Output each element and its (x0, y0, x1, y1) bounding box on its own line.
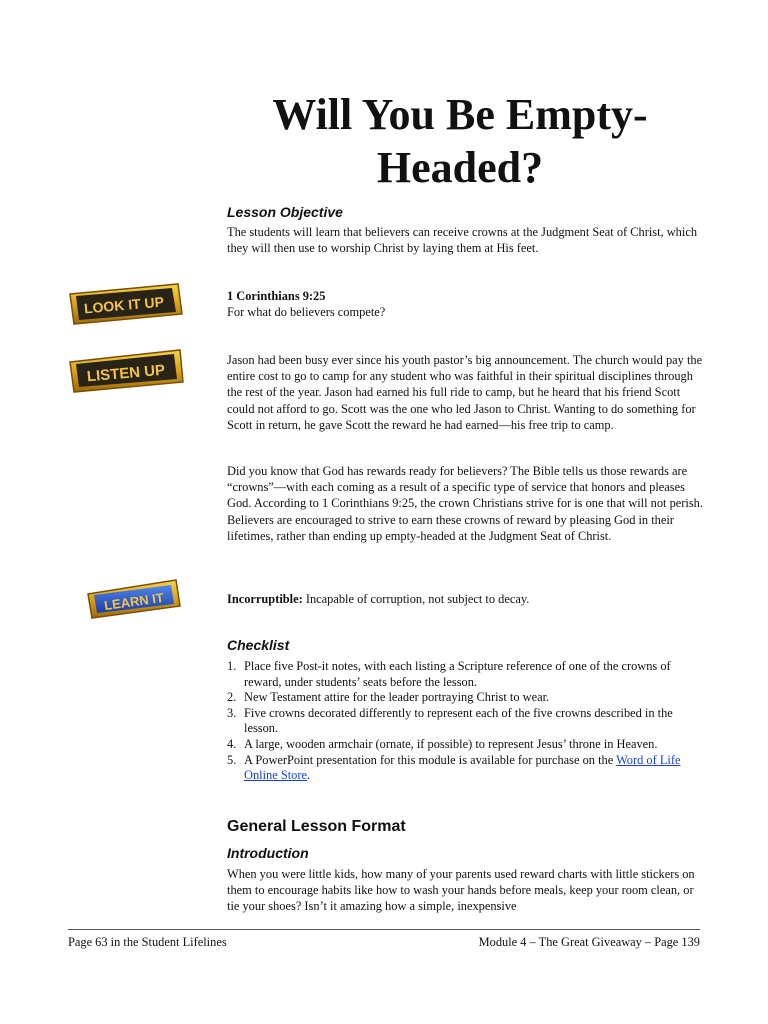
checklist-item-number: 5. (227, 752, 237, 767)
checklist-item (227, 706, 707, 737)
learn-term: Incorruptible: (227, 592, 303, 606)
introduction-heading: Introduction (227, 845, 309, 861)
checklist-item (227, 737, 707, 753)
lesson-objective-text: The students will learn that believers can receive crowns at the Judgment Seat of Christ, which they will then use to worship Christ by laying them at His feet. (227, 225, 698, 256)
checklist-item-text-end: . (306, 768, 311, 783)
listen-paragraph-1: Jason had been busy ever since his youth pastor’s big announcement. The church would pay the entire cost to go to camp for any student who was faithful in their spiritual disciplines through the rest of the year. Jason had earned his full ride to camp, but he heard that his friend Scott could not afford to go. Scott was the one who led Jason to Christ. Wanting to do something for Scott in return, he gave Scott the reward he had earned—his free trip to camp. (227, 353, 703, 432)
look-question: For what do believers compete? (227, 305, 386, 319)
learn-it-badge (84, 576, 184, 622)
checklist-item-text: A large, wooden armchair (ornate, if possible) to represent Jesus’ throne in Heaven. (244, 736, 658, 751)
look-it-up-badge (66, 280, 184, 328)
checklist-item-number: 2. (227, 690, 237, 705)
checklist-item-text (244, 753, 707, 784)
listen-up-badge (66, 346, 186, 396)
footer-divider (68, 929, 700, 930)
checklist-item-number: 1. (227, 659, 237, 673)
checklist-item-text: Five crowns decorated differently to represent each of the five crowns described in the lesson. (244, 705, 673, 736)
footer-left: Page 63 in the Student Lifelines (68, 935, 227, 949)
learn-it-label: LEARN IT (103, 589, 165, 614)
online-store-link[interactable]: Word of Life Online Store (244, 752, 681, 783)
listen-up-label: LISTEN UP (86, 361, 166, 386)
checklist (227, 659, 707, 784)
lesson-objective-heading: Lesson Objective (227, 204, 343, 220)
checklist-item (227, 690, 707, 706)
listen-paragraph-2: Did you know that God has rewards ready for believers? The Bible tells us those rewards are “crowns”—with each coming as a result of a specific type of service that honors and pleases God. According to 1 Corinthians 9:25, the crown Christians strive for is one that will not perish. Believers are encouraged to strive to earn these crowns of reward by pleasing God in their lifetimes, rather than ending up empty-headed at the Judgment Seat of Christ. (227, 464, 703, 543)
look-it-up-label: LOOK IT UP (83, 293, 165, 317)
footer-right: Module 4 – The Great Giveaway – Page 139 (478, 935, 700, 949)
checklist-item-text-lead: A PowerPoint presentation for this module is available for purchase on the (244, 752, 617, 767)
look-reference: 1 Corinthians 9:25 (227, 289, 326, 303)
checklist-item (227, 753, 707, 784)
learn-definition-text: Incapable of corruption, not subject to decay. (305, 592, 530, 606)
learn-definition (227, 591, 707, 607)
page-title (180, 88, 740, 194)
checklist-heading: Checklist (227, 637, 290, 653)
checklist-item (227, 659, 707, 690)
general-lesson-format-heading: General Lesson Format (227, 818, 406, 835)
checklist-item-text: New Testament attire for the leader portraying Christ to wear. (244, 690, 550, 705)
title-line-2: Headed? (376, 143, 544, 192)
introduction-text: When you were little kids, how many of your parents used reward charts with little stickers on them to encourage habits like how to wash your hands before meals, keep your room clean, or tie your shoes? Isn’t it amazing how a simple, inexpensive (227, 867, 695, 914)
title-line-1: Will You Be Empty- (272, 90, 648, 139)
checklist-item-number: 3. (227, 705, 237, 720)
checklist-item-number: 4. (227, 736, 237, 751)
checklist-item-text: Place five Post-it notes, with each listing a Scripture reference of one of the crowns of reward, under students’ seats before the lesson. (244, 659, 671, 689)
